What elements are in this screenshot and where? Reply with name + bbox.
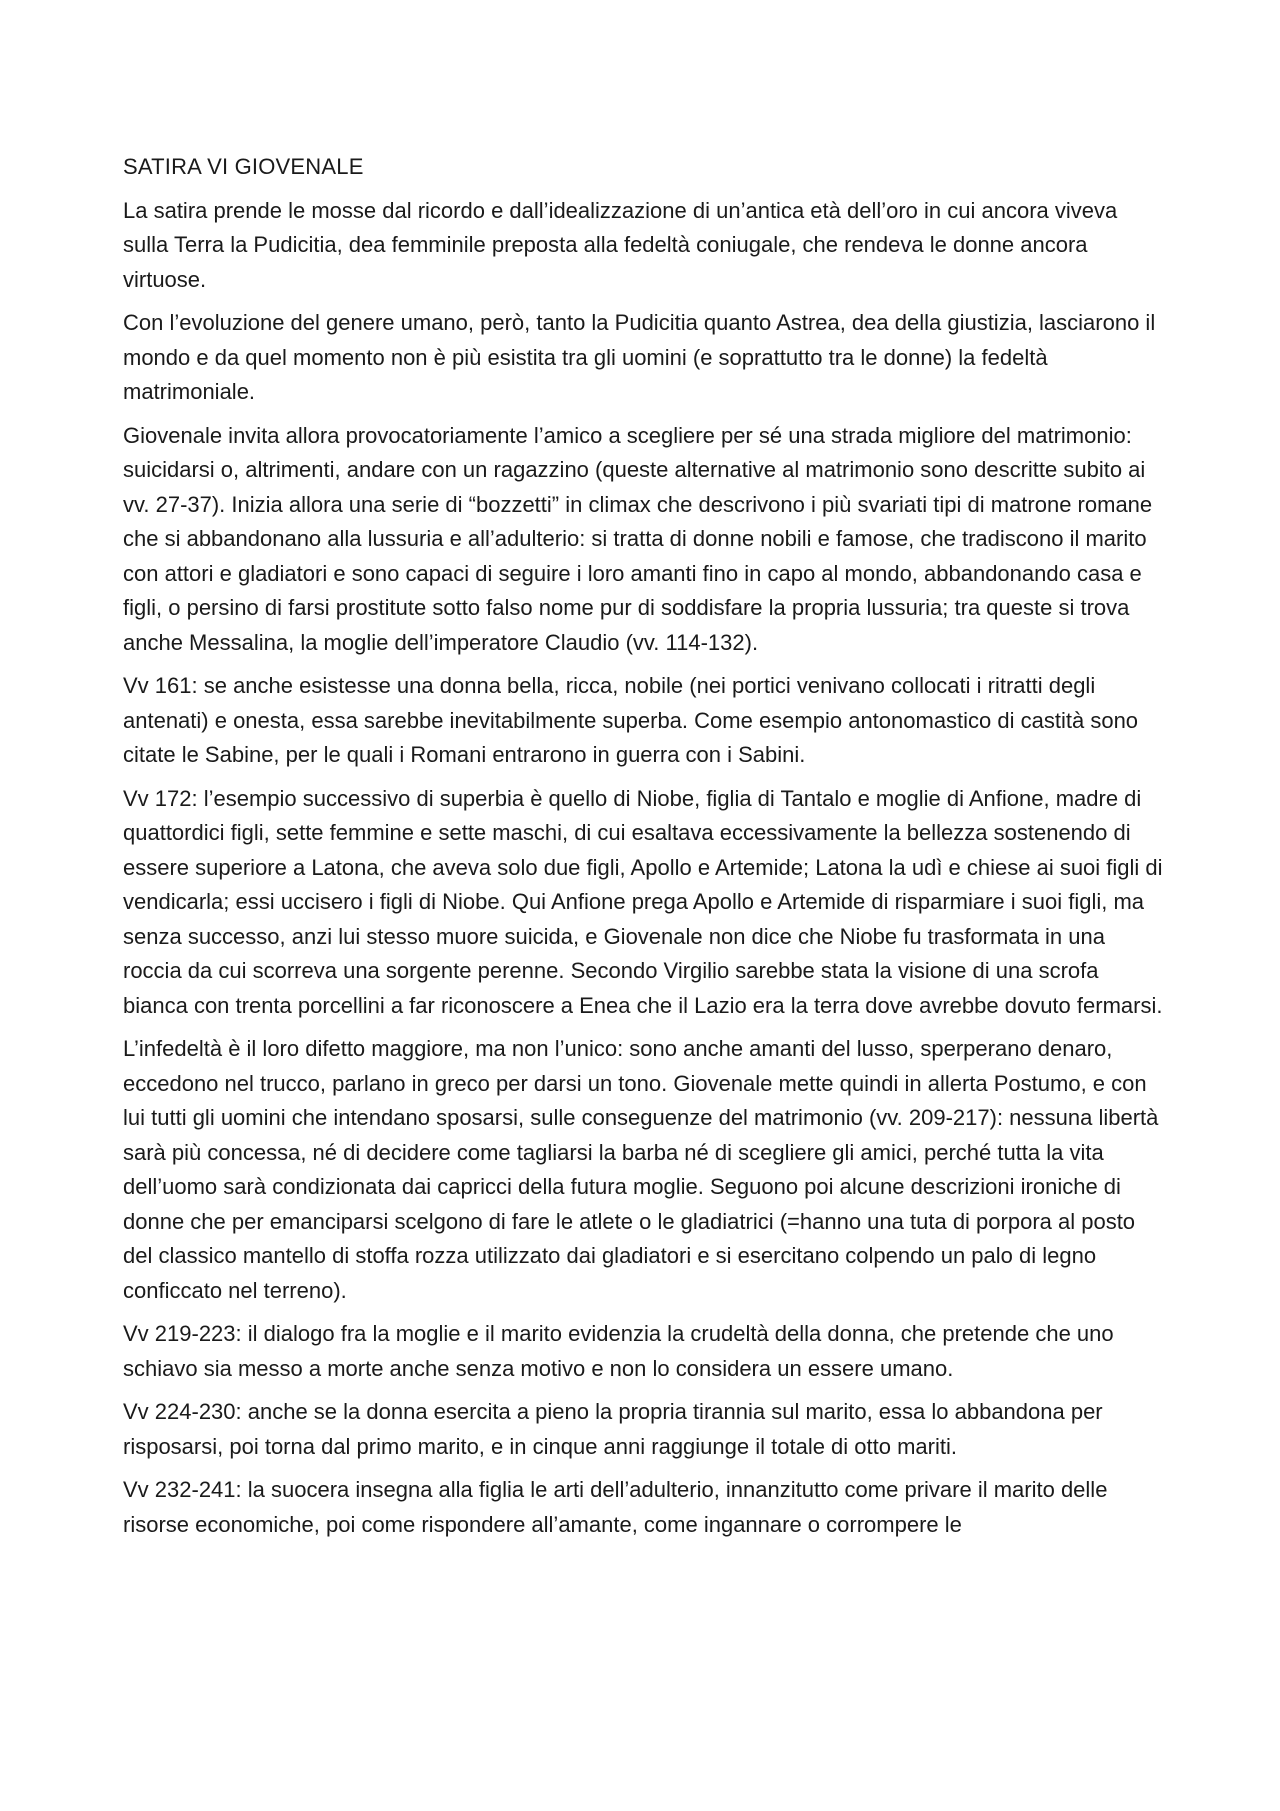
paragraph-vv-172: Vv 172: l’esempio successivo di superbia è quello di Niobe, figlia di Tantalo e moglie di Anfione, madre di quattordici figli, sette femmine e sette maschi, di cui esaltava eccessivamente la bellezza sostenendo di essere superiore a Latona, che aveva solo due figli, Apollo e Artemide; Latona la udì e chiese ai suoi figli di vendicarla; essi uccisero i figli di Niobe. Qui Anfione prega Apollo e Artemide di risparmiare i suoi figli, ma senza successo, anzi lui stesso muore suicida, e Giovenale non dice che Niobe fu trasformata in una roccia da cui scorreva una sorgente perenne. Secondo Virgilio sarebbe stata la visione di una scrofa bianca con trenta porcellini a far riconoscere a Enea che il Lazio era la terra dove avrebbe dovuto fermarsi. [123, 785, 1163, 1018]
paragraph-golden-age: La satira prende le mosse dal ricordo e dall’idealizzazione di un’antica età dell’oro in cui ancora viveva sulla Terra la Pudicitia, dea femminile preposta alla fedeltà coniugale, che rendeva le donne ancora virtuose. [123, 197, 1118, 292]
paragraph-vv-161: Vv 161: se anche esistesse una donna bella, ricca, nobile (nei portici venivano collocati i ritratti degli antenati) e onesta, essa sarebbe inevitabilmente superba. Come esempio antonomastico di castità sono citate le Sabine, per le quali i Romani entrarono in guerra con i Sabini. [123, 673, 1139, 767]
paragraph-matrons: Giovenale invita allora provocatoriamente l’amico a scegliere per sé una strada migliore del matrimonio: suicidarsi o, altrimenti, andare con un ragazzino (queste alternative al matrimonio sono descritte subito ai vv. 27-37). Inizia allora una serie di “bozzetti” in climax che descrivono i più svariati tipi di matrone romane che si abbandonano alla lussuria e all’adulterio: si tratta di donne nobili e famose, che tradiscono il marito con attori e gladiatori e sono capaci di seguire i loro amanti fino in capo al mondo, abbandonando casa e figli, o persino di farsi prostitute sotto falso nome pur di soddisfare la propria lussuria; tra queste si trova anche Messalina, la moglie dell’imperatore Claudio (vv. 114-132). [123, 422, 1153, 655]
paragraph-infidelity: L’infedeltà è il loro difetto maggiore, ma non l’unico: sono anche amanti del lusso, sperperano denaro, eccedono nel trucco, parlano in greco per darsi un tono. Giovenale mette quindi in allerta Postumo, e con lui tutti gli uomini che intendano sposarsi, sulle conseguenze del matrimonio (vv. 209-217): nessuna libertà sarà più concessa, né di decidere come tagliarsi la barba né di scegliere gli amici, perché tutta la vita dell’uomo sarà condizionata dai capricci della futura moglie. Seguono poi alcune descrizioni ironiche di donne che per emanciparsi scelgono di fare le atlete o le gladiatrici (=hanno una tuta di porpora al posto del classico mantello di stoffa rozza utilizzato dai gladiatori e si esercitano colpendo un palo di legno conficcato nel terreno). [123, 1036, 1159, 1303]
paragraph-vv-219-223: Vv 219-223: il dialogo fra la moglie e il marito evidenzia la crudeltà della donna, che pretende che uno schiavo sia messo a morte anche senza motivo e non lo considera un essere umano. [123, 1321, 1114, 1381]
document-page [123, 150, 1168, 1551]
paragraph-vv-224-230: Vv 224-230: anche se la donna esercita a pieno la propria tirannia sul marito, essa lo abbandona per risposarsi, poi torna dal primo marito, e in cinque anni raggiunge il totale di otto mariti. [123, 1399, 1103, 1459]
document-title: SATIRA VI GIOVENALE [123, 154, 364, 179]
paragraph-vv-232-241: Vv 232-241: la suocera insegna alla figlia le arti dell’adulterio, innanzitutto come privare il marito delle risorse economiche, poi come rispondere all’amante, come ingannare o corrompere le [123, 1477, 1108, 1537]
paragraph-evolution: Con l’evoluzione del genere umano, però, tanto la Pudicitia quanto Astrea, dea della giustizia, lasciarono il mondo e da quel momento non è più esistita tra gli uomini (e soprattutto tra le donne) la fedeltà matrimoniale. [123, 310, 1156, 404]
